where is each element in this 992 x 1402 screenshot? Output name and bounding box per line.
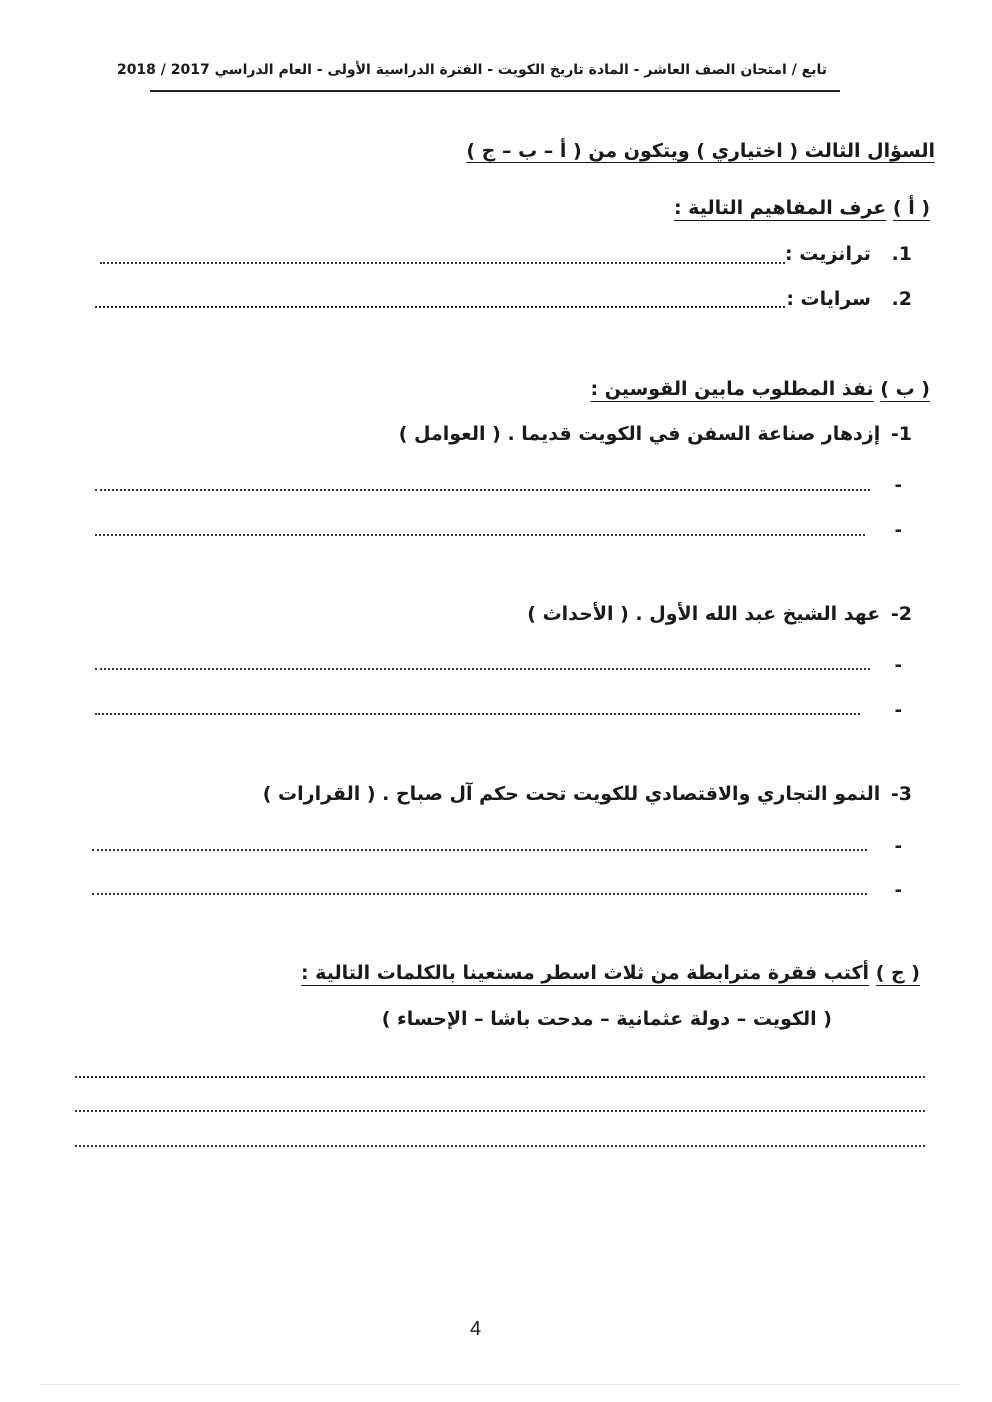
answer-line[interactable] [92,849,867,851]
answer-line[interactable] [75,1110,925,1112]
section-b-item-3 [263,783,912,805]
item-number: 3- [890,783,912,805]
item-number: 1. [891,243,912,265]
footer-rule [40,1384,960,1385]
section-a-label: ( أ ) [892,197,930,219]
section-b-title: نفذ المطلوب مابين القوسين : [590,378,874,400]
section-a-item-1 [785,243,912,265]
item-text: النمو التجاري والاقتصادي للكويت تحت حكم آل صباح . ( القرارات ) [262,783,881,805]
section-b-heading [591,378,930,400]
bullet-dash: - [894,520,902,541]
section-b-item-2 [527,603,912,625]
item-number: 2- [890,603,912,625]
header-rule [150,90,840,92]
section-c-label: ( ج ) [875,962,920,984]
section-a-title: عرف المفاهيم التالية : [673,197,887,219]
page-header: تابع / امتحان الصف العاشر - المادة تاريخ الكويت - الفترة الدراسية الأولى - العام الدراسي 2017 / 2018 [116,62,827,78]
bullet-dash: - [894,475,902,496]
section-a-heading [674,197,930,219]
section-c-title: أكتب فقرة مترابطة من ثلاث اسطر مستعينا بالكلمات التالية : [300,962,870,984]
answer-line[interactable] [92,893,867,895]
section-b-label: ( ب ) [880,378,930,400]
answer-line[interactable] [95,668,870,670]
item-text: سرايات : [786,288,871,310]
answer-line[interactable] [95,713,860,715]
answer-line[interactable] [100,262,785,264]
section-c-words: ( الكويت – دولة عثمانية – مدحت باشا – الإحساء ) [381,1008,832,1030]
section-a-item-2 [786,288,912,310]
section-c-heading [301,962,920,984]
item-number: 2. [891,288,912,310]
bullet-dash: - [894,880,902,901]
bullet-dash: - [894,700,902,721]
question-title: السؤال الثالث ( اختياري ) ويتكون من ( أ – ب – ج ) [466,140,935,162]
answer-line[interactable] [95,534,865,536]
answer-line[interactable] [95,489,870,491]
item-text: إزدهار صناعة السفن في الكويت قديما . ( العوامل ) [398,423,881,445]
item-text: عهد الشيخ عبد الله الأول . ( الأحداث ) [527,603,881,625]
item-number: 1- [890,423,912,445]
answer-line[interactable] [95,306,785,308]
answer-line[interactable] [75,1076,925,1078]
answer-line[interactable] [75,1145,925,1147]
bullet-dash: - [894,655,902,676]
bullet-dash: - [894,836,902,857]
item-text: ترانزيت : [785,243,871,265]
section-b-item-1 [399,423,912,445]
page-number: 4 [470,1318,482,1340]
